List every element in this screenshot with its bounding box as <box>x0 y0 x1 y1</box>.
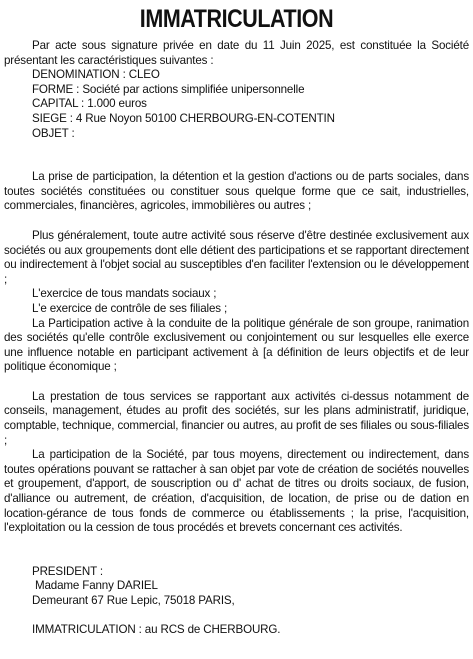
siege-line: SIEGE : 4 Rue Noyon 50100 CHERBOURG-EN-COTENTIN <box>32 111 335 125</box>
president-heading: PRESIDENT : <box>32 564 103 578</box>
objet-paragraph-6: La prestation de tous services se rapportant aux activités ci-dessus notamment de conseils, management, études au profit des sociétés, sur les plans administratif, juridique, comptable, technique, commercial, financier ou autres, au profit de ses filiales ou sous-filiales ; <box>4 389 469 447</box>
objet-paragraph-1: La prise de participation, la détention et la gestion d'actions ou de parts sociales, dans toutes sociétés constituées ou constituer sous quelque forme que ce sait, industrielles, commerciales, financières, agricoles, immobilières ou autres ; <box>4 170 469 213</box>
spacer <box>4 141 469 170</box>
notice-body <box>4 39 469 637</box>
objet-line: OBJET : <box>32 126 75 140</box>
denomination-line: DENOMINATION : CLEO <box>32 68 160 82</box>
registration-line: IMMATRICULATION : au RCS de CHERBOURG. <box>32 622 281 636</box>
spacer <box>4 536 469 565</box>
forme-line: FORME : Société par actions simplifiée unipersonnelle <box>32 82 305 96</box>
president-address: Demeurant 67 Rue Lepic, 75018 PARIS, <box>32 594 235 607</box>
objet-paragraph-4: L'e exercice de contrôle de ses filiales ; <box>32 301 228 315</box>
notice-title: IMMATRICULATION <box>139 5 334 33</box>
capital-line: CAPITAL : 1.000 euros <box>32 97 147 111</box>
intro-paragraph: Par acte sous signature privée en date du 11 Juin 2025, est constituée la Société présentant les caractéristiques suivantes : <box>4 39 469 67</box>
objet-paragraph-5: La Participation active à la conduite de la politique générale de son groupe, ranimation des sociétés qu'elle contrôle exclusivement ou conjointement ou sur lesquelles elle exerce une influence notable en participant activement à [a définition de leurs objectifs et de leur politique économique ; <box>4 316 469 374</box>
spacer <box>4 609 469 623</box>
president-name: Madame Fanny DARIEL <box>35 579 158 593</box>
spacer <box>4 214 469 229</box>
objet-paragraph-7: La participation de la Société, par tous moyens, directement ou indirectement, dans toutes opérations pouvant se rattacher à san objet par vote de création de sociétés nouvelles et groupement, d'apport, de souscription ou d' achat de titres ou droits sociaux, de fusion, d'alliance ou autrement, de création, d'acquisition, de location, de prise ou de dation en location-gérance de tous fonds de commerce ou établissements ; la prise, l'acquisition, l'exploitation ou la cession de tous procédés et brevets concernant ces activités. <box>4 448 469 535</box>
objet-paragraph-3: L'exercice de tous mandats sociaux ; <box>32 287 217 301</box>
objet-paragraph-2: Plus généralement, toute autre activité sous réserve d'être destinée exclusivement aux sociétés ou aux groupements dont elle détient des participations et se rapportant directement ou indirectement à l'objet social au susceptibles d'en faciliter l'extension ou le développement ; <box>4 228 469 286</box>
spacer <box>4 375 469 390</box>
